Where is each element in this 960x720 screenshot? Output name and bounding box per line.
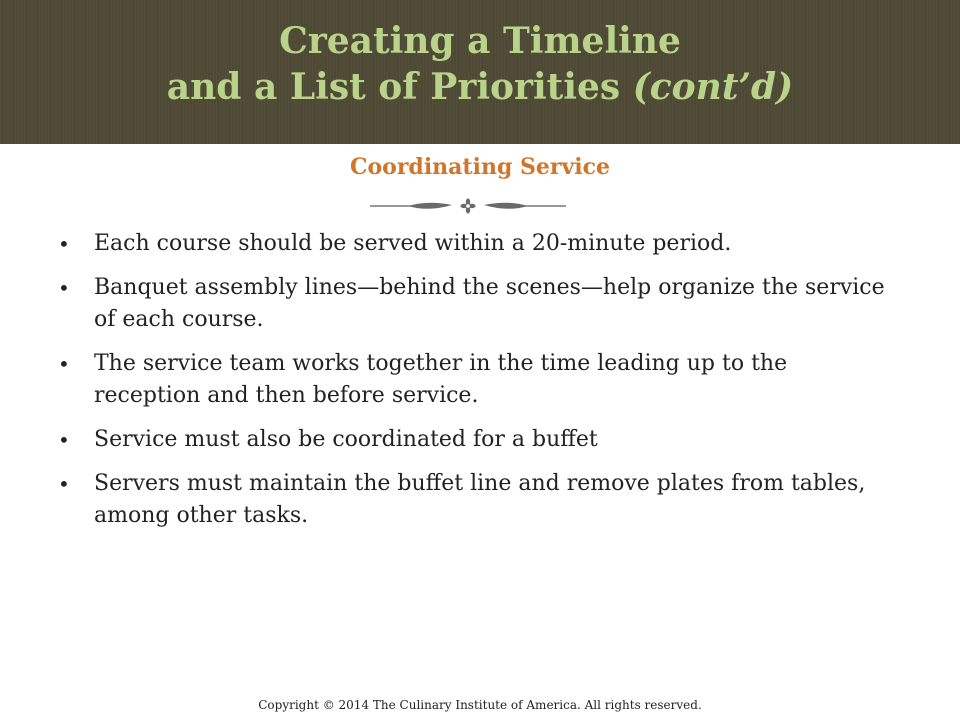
copyright-footer: Copyright © 2014 The Culinary Institute of America. All rights reserved.: [258, 698, 702, 712]
list-item: [56, 272, 896, 336]
bullet-icon: •: [58, 232, 70, 256]
bullet-icon: •: [58, 276, 70, 300]
title-line-1: Creating a Timeline: [279, 20, 681, 62]
bullet-icon: •: [58, 428, 70, 452]
bullet-icon: •: [58, 472, 70, 496]
title-line-2: [0, 64, 960, 110]
bullet-icon: •: [58, 352, 70, 376]
slide-title: [0, 18, 960, 110]
bullet-text: Each course should be served within a 20-minute period.: [94, 231, 732, 256]
bullet-list: [56, 228, 896, 544]
bullet-text: The service team works together in the time leading up to the reception and then before service.: [94, 351, 788, 408]
floral-divider-icon: [368, 196, 568, 216]
title-contd: (cont’d): [632, 66, 794, 108]
bullet-text: Banquet assembly lines—behind the scenes—help organize the service of each course.: [94, 275, 885, 332]
section-subtitle: Coordinating Service: [349, 154, 610, 180]
list-item: [56, 348, 896, 412]
bullet-text: Servers must maintain the buffet line and remove plates from tables, among other tasks.: [94, 471, 866, 528]
title-line-2-main: and a List of Priorities: [166, 66, 621, 108]
list-item: [56, 228, 896, 260]
list-item: [56, 468, 896, 532]
list-item: [56, 424, 896, 456]
bullet-text: Service must also be coordinated for a buffet: [94, 427, 598, 452]
